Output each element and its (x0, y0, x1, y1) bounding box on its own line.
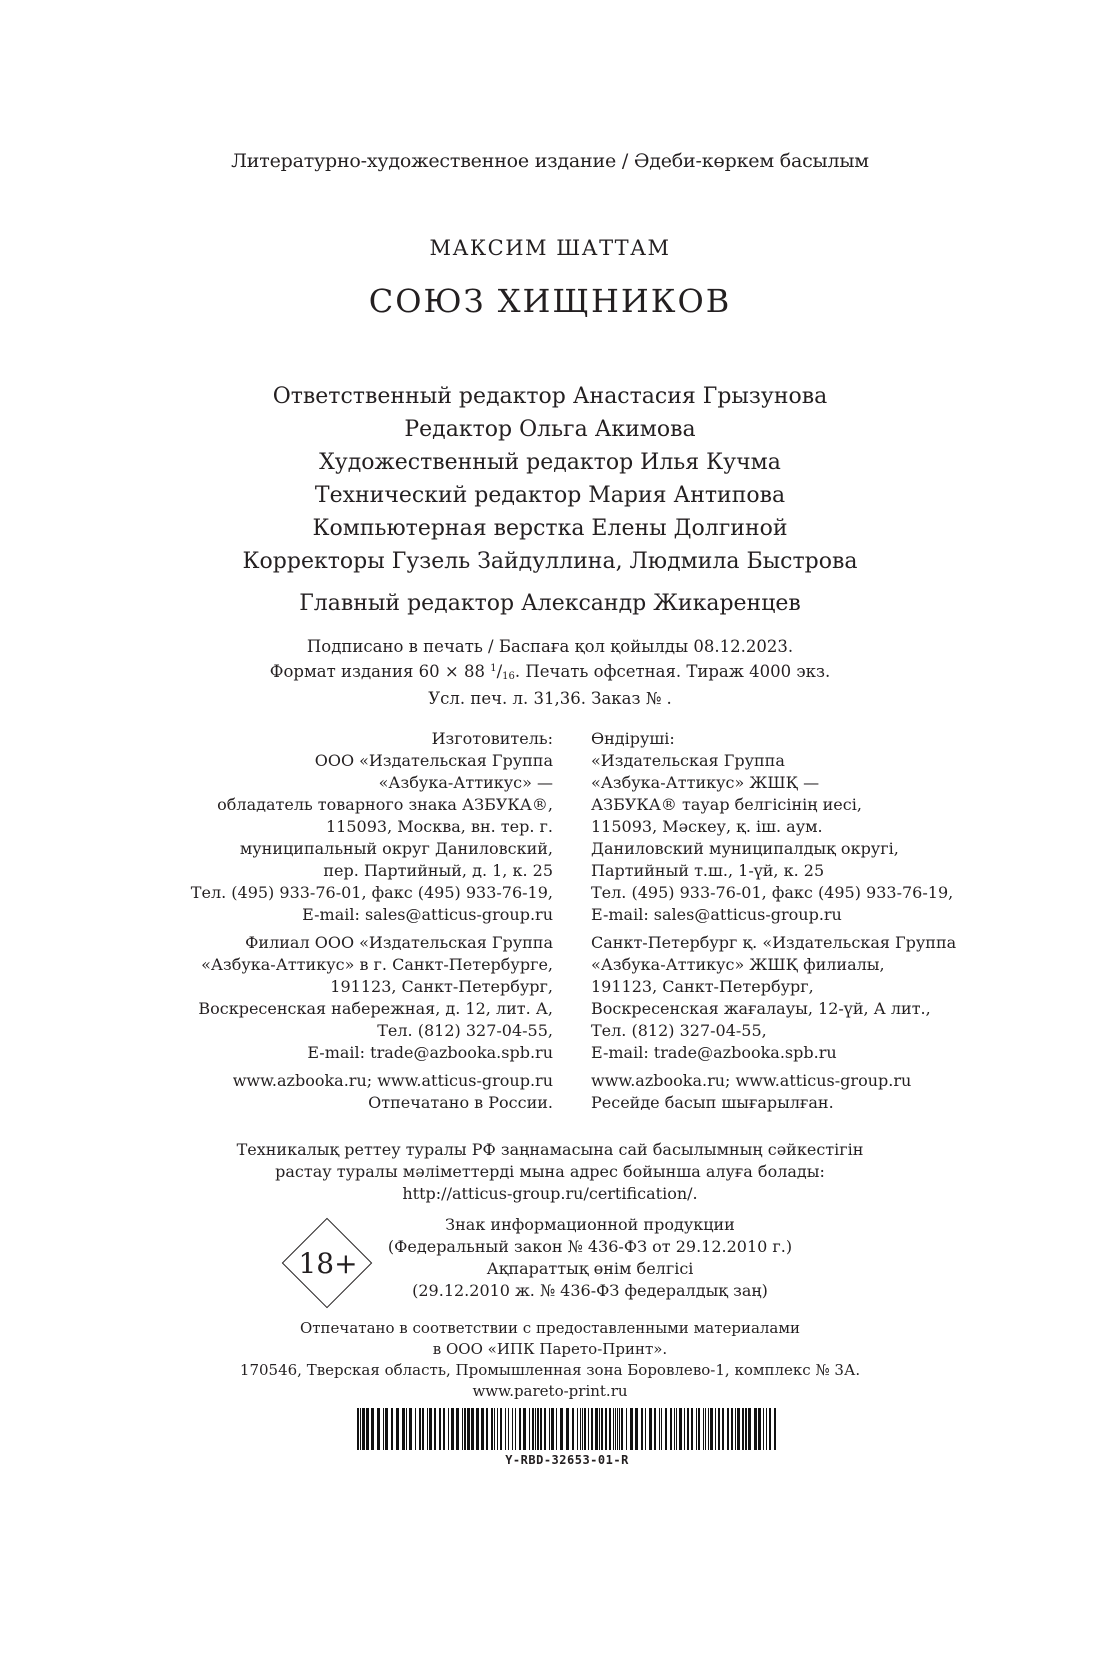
manufacturer-ru-line: Тел. (495) 933-76-01, факс (495) 933-76-19, (190, 883, 553, 902)
format-line: Формат издания 60 × 88 $^1/_{16}$. Печать офсетная. Тираж 4000 экз. (269, 662, 831, 682)
barcode-bar (497, 1408, 498, 1450)
branch-kz-line: E-mail: trade@azbooka.spb.ru (591, 1043, 837, 1062)
barcode-bar (696, 1408, 697, 1450)
barcode-bar (362, 1408, 365, 1450)
barcode-bar (722, 1408, 724, 1450)
barcode-bar (556, 1408, 557, 1450)
barcode-bar (462, 1408, 463, 1450)
web-kz-line: Ресейде басып шығарылған. (591, 1093, 834, 1112)
barcode-bar (451, 1408, 454, 1450)
barcode-bar (500, 1408, 502, 1450)
barcode-bar (419, 1408, 421, 1450)
barcode-bar (529, 1408, 530, 1450)
barcode-bar (549, 1408, 550, 1450)
barcode-bar (515, 1408, 516, 1450)
manufacturer-kz-line: Даниловский муниципалдық округі, (591, 839, 899, 858)
barcode-bar (708, 1408, 709, 1450)
barcode-bar (402, 1408, 405, 1450)
barcode-bar (748, 1408, 751, 1450)
barcode-bar (659, 1408, 660, 1450)
barcode-bar (456, 1408, 459, 1450)
barcode-label: Y-RBD-32653-01-R (505, 1453, 629, 1467)
barcode-bar (377, 1408, 380, 1450)
barcode-bar (670, 1408, 672, 1450)
barcode-bar (718, 1408, 720, 1450)
barcode-bar (591, 1408, 593, 1450)
barcode-bar (508, 1408, 509, 1450)
manufacturer-kz (591, 728, 956, 926)
barcode-bar (763, 1408, 764, 1450)
barcode-bar (464, 1408, 466, 1450)
print-info (0, 636, 1100, 710)
manufacturer-ru-line: E-mail: sales@atticus-group.ru (302, 905, 553, 924)
barcode-bar (621, 1408, 623, 1450)
barcode-bar (737, 1408, 740, 1450)
barcode-bar (357, 1408, 359, 1450)
web-ru (191, 1070, 553, 1114)
printer-line: 170546, Тверская область, Промышленная зона Боровлево-1, комплекс № 3А. (239, 1361, 861, 1379)
barcode-bar (599, 1408, 600, 1450)
fraction-numerator: 1 (490, 663, 497, 674)
web-kz-line: www.azbooka.ru; www.atticus-group.ru (591, 1071, 912, 1090)
barcode-bar (406, 1408, 407, 1450)
manufacturer-kz-line: «Издательская Группа (591, 751, 785, 770)
barcode-bar (523, 1408, 526, 1450)
barcode-bar (731, 1408, 733, 1450)
age-info-line: (29.12.2010 ж. № 436-ФЗ федералдық заң) (412, 1281, 768, 1300)
barcode-bar (491, 1408, 493, 1450)
branch-kz-line: Санкт-Петербург қ. «Издательская Группа (591, 933, 957, 952)
barcode-bar (649, 1408, 652, 1450)
tech-regulation (0, 1139, 1100, 1205)
barcode-bar (429, 1408, 432, 1450)
author-name: МАКСИМ ШАТТАМ (429, 236, 671, 260)
barcode-bar (494, 1408, 495, 1450)
barcode-bar (535, 1408, 536, 1450)
tech-line: http://atticus-group.ru/certification/. (402, 1184, 698, 1203)
tech-line: растау туралы мәліметтерді мына адрес бойынша алуға болады: (275, 1162, 825, 1181)
barcode-bar (540, 1408, 542, 1450)
web-ru-line: www.azbooka.ru; www.atticus-group.ru (232, 1071, 553, 1090)
russian-column (191, 728, 553, 1120)
barcode-bar (415, 1408, 416, 1450)
branch-ru-line: Воскресенская набережная, д. 12, лит. А, (198, 999, 553, 1018)
barcode-bar (754, 1408, 757, 1450)
barcode-bar (617, 1408, 618, 1450)
credits-list (0, 380, 1100, 578)
branch-kz-line: Тел. (812) 327-04-55, (591, 1021, 767, 1040)
branch-ru-line: Тел. (812) 327-04-55, (377, 1021, 553, 1040)
barcode-bar (766, 1408, 767, 1450)
manufacturer-kz-line: Партийный т.ш., 1-үй, к. 25 (591, 861, 825, 880)
barcode-bar (705, 1408, 706, 1450)
printer-line: в ООО «ИПК Парето-Принт». (432, 1340, 668, 1358)
age-rating-text: 18+ (298, 1247, 358, 1280)
signed-line: Подписано в печать / Баспаға қол қойылды 08.12.2023. (306, 637, 794, 656)
age-info-line: (Федеральный закон № 436-ФЗ от 29.12.2010 г.) (387, 1237, 793, 1256)
barcode-bar (654, 1408, 656, 1450)
barcode-bar (560, 1408, 563, 1450)
barcode-bar (684, 1408, 685, 1450)
barcode-bar (687, 1408, 689, 1450)
barcode-bar (580, 1408, 581, 1450)
barcode-bar (691, 1408, 693, 1450)
barcode-bar (584, 1408, 586, 1450)
barcode-bar (676, 1408, 677, 1450)
barcode-bar (505, 1408, 506, 1450)
barcode-bar (519, 1408, 521, 1450)
barcode-bar (537, 1408, 539, 1450)
barcode-bar (439, 1408, 441, 1450)
barcode-bar (645, 1408, 646, 1450)
age-info-line: Ақпараттық өнім белгісі (486, 1259, 694, 1278)
barcode-block (357, 1408, 777, 1467)
branch-ru (191, 932, 553, 1064)
barcode-bar (588, 1408, 589, 1450)
barcode-bar (443, 1408, 445, 1450)
barcode-bar (679, 1408, 682, 1450)
barcode-bar (758, 1408, 761, 1450)
barcode-bar (674, 1408, 675, 1450)
manufacturer-kz-line: Өндіруші: (591, 729, 675, 748)
barcode-bar (698, 1408, 700, 1450)
branch-kz-line: 191123, Санкт-Петербург, (591, 977, 814, 996)
barcode-bar (727, 1408, 729, 1450)
branch-ru-line: «Азбука-Аттикус» в г. Санкт-Петербурге, (201, 955, 553, 974)
printer-line: Отпечатано в соответствии с предоставленными материалами (299, 1319, 801, 1337)
barcode-bar (626, 1408, 627, 1450)
barcode-bar (742, 1408, 744, 1450)
barcode-bar (512, 1408, 513, 1450)
barcode-bar (710, 1408, 713, 1450)
barcode-bar (476, 1408, 479, 1450)
credit-line: Технический редактор Мария Антипова (314, 483, 786, 508)
barcode-bar (366, 1408, 369, 1450)
barcode-bar (745, 1408, 747, 1450)
barcode-bar (703, 1408, 704, 1450)
barcode-bar (715, 1408, 716, 1450)
format-suffix: . Печать офсетная. Тираж 4000 экз. (514, 662, 831, 681)
barcode-bar (605, 1408, 607, 1450)
web-kz (591, 1070, 956, 1114)
barcode-bar (360, 1408, 361, 1450)
barcode-bar (630, 1408, 633, 1450)
manufacturer-kz-line: Тел. (495) 933-76-01, факс (495) 933-76-19, (591, 883, 954, 902)
credit-line: Редактор Ольга Акимова (404, 417, 696, 442)
age-info (330, 1214, 850, 1302)
sheets-line: Усл. печ. л. 31,36. Заказ № . (428, 689, 672, 708)
book-title: СОЮЗ ХИЩНИКОВ (368, 282, 732, 320)
barcode-bar (615, 1408, 616, 1450)
barcode-bar (383, 1408, 384, 1450)
printer-info (0, 1318, 1100, 1402)
credit-line: Ответственный редактор Анастасия Грызунова (272, 384, 828, 409)
barcode-bar (409, 1408, 412, 1450)
barcode-bar (434, 1408, 436, 1450)
barcode-bar (422, 1408, 424, 1450)
barcode-bar (665, 1408, 667, 1450)
manufacturer-ru-line: ООО «Издательская Группа (314, 751, 553, 770)
credit-line: Компьютерная верстка Елены Долгиной (312, 516, 788, 541)
manufacturer-ru (191, 728, 553, 926)
manufacturer-ru-line: обладатель товарного знака АЗБУКА®, (217, 795, 553, 814)
barcode-bar (641, 1408, 643, 1450)
age-info-line: Знак информационной продукции (445, 1215, 735, 1234)
manufacturer-kz-line: 115093, Мәскеу, қ. іш. аум. (591, 817, 823, 836)
barcode-bar (613, 1408, 614, 1450)
barcode-bar (532, 1408, 534, 1450)
credit-line: Корректоры Гузель Зайдуллина, Людмила Быстрова (242, 549, 858, 574)
barcode-bar (551, 1408, 554, 1450)
barcode-bar (582, 1408, 583, 1450)
barcode-bar (619, 1408, 620, 1450)
manufacturer-kz-line: «Азбука-Аттикус» ЖШҚ — (591, 773, 820, 792)
barcode-bar (471, 1408, 474, 1450)
tech-line: Техникалық реттеу туралы РФ заңнамасына сай басылымның сәйкестігін (236, 1140, 864, 1159)
manufacturer-kz-line: E-mail: sales@atticus-group.ru (591, 905, 842, 924)
barcode-bar (595, 1408, 598, 1450)
manufacturer-ru-line: пер. Партийный, д. 1, к. 25 (323, 861, 553, 880)
barcode-bar (396, 1408, 399, 1450)
barcode-bar (385, 1408, 388, 1450)
barcode-bar (391, 1408, 393, 1450)
credit-line: Художественный редактор Илья Кучма (319, 450, 781, 475)
barcode-bar (566, 1408, 569, 1450)
kazakh-column (591, 728, 956, 1120)
barcode-bar (427, 1408, 428, 1450)
barcode-bar (735, 1408, 736, 1450)
barcode-bar (572, 1408, 574, 1450)
manufacturer-ru-line: Изготовитель: (431, 729, 553, 748)
edition-type: Литературно-художественное издание / Әдеби-көркем басылым (231, 150, 869, 172)
branch-kz (591, 932, 956, 1064)
format-prefix: Формат издания 60 × 88 (269, 662, 491, 681)
printer-line: www.pareto-print.ru (472, 1382, 628, 1400)
barcode-bar (601, 1408, 603, 1450)
manufacturer-kz-line: АЗБУКА® тауар белгісінің иесі, (591, 795, 862, 814)
branch-kz-line: «Азбука-Аттикус» ЖШҚ филиалы, (591, 955, 885, 974)
branch-kz-line: Воскресенская жағалауы, 12-үй, А лит., (591, 999, 931, 1018)
fraction-denominator: 16 (502, 671, 515, 682)
barcode-bar (661, 1408, 662, 1450)
branch-ru-line: E-mail: trade@azbooka.spb.ru (307, 1043, 553, 1062)
barcode-bar (481, 1408, 484, 1450)
barcode-bar (486, 1408, 488, 1450)
barcode-bar (544, 1408, 546, 1450)
chief-editor: Главный редактор Александр Жикаренцев (299, 591, 801, 616)
branch-ru-line: Филиал ООО «Издательская Группа (245, 933, 553, 952)
barcode-bar (577, 1408, 578, 1450)
barcode-bar (609, 1408, 611, 1450)
barcode-bar (774, 1408, 776, 1450)
manufacturer-ru-line: 115093, Москва, вн. тер. г. (326, 817, 553, 836)
branch-ru-line: 191123, Санкт-Петербург, (330, 977, 553, 996)
barcode-bar (448, 1408, 449, 1450)
barcode-bar (467, 1408, 470, 1450)
barcode-bar (635, 1408, 638, 1450)
web-ru-line: Отпечатано в России. (368, 1093, 553, 1112)
barcode-bar (769, 1408, 771, 1450)
manufacturer-ru-line: «Азбука-Аттикус» — (378, 773, 553, 792)
barcode-bar (371, 1408, 374, 1450)
manufacturer-ru-line: муниципальный округ Даниловский, (239, 839, 553, 858)
barcode (357, 1408, 777, 1450)
